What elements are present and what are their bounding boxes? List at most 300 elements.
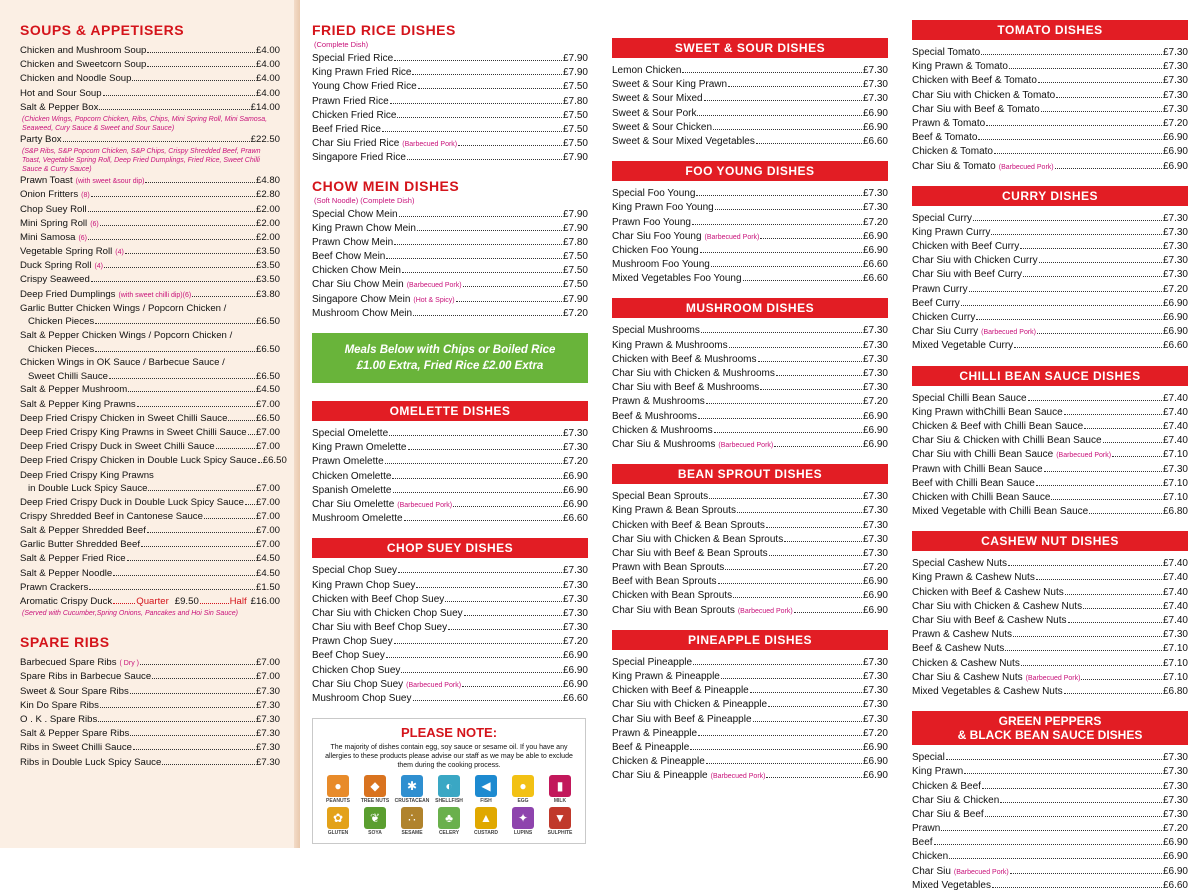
allergen [542, 807, 579, 836]
item-price: £7.30 [862, 188, 888, 200]
dot-leader [737, 512, 862, 513]
item-price: £7.00 [255, 657, 280, 669]
item-name: Special [912, 752, 945, 764]
item-name: Special Chow Mein [312, 208, 398, 220]
item-price: £6.90 [1162, 851, 1188, 863]
item-name: Char Siu with Chicken Chop Suey [312, 607, 463, 619]
item-note: (Barbecued Pork) [402, 141, 458, 149]
item-price: £6.90 [862, 590, 888, 602]
item-name: Salt & Pepper Noodle [20, 567, 113, 579]
items-curry [912, 212, 1188, 354]
menu-item [612, 78, 888, 92]
item-price: £4.00 [255, 87, 280, 99]
menu-item [20, 496, 280, 510]
menu-item [612, 604, 888, 618]
item-name: Char Siu & Chicken [912, 794, 1000, 806]
allergen [505, 775, 542, 804]
item-name-line2 [20, 370, 280, 384]
item-name: King Prawn Omelette [312, 442, 407, 454]
item-name: Mushroom Foo Young [612, 259, 710, 271]
mustard-icon: ▲ [475, 807, 497, 829]
dot-leader [95, 351, 255, 352]
item-name: Beef Curry [912, 297, 960, 309]
item-name: Sweet & Sour Mixed Vegetables [612, 135, 755, 147]
dot-leader [1014, 347, 1162, 348]
allergen [542, 775, 579, 804]
item-name: O . K . Spare Ribs [20, 713, 98, 725]
dot-leader [412, 74, 561, 75]
dot-leader [1038, 82, 1162, 83]
item-name-line2 [20, 482, 280, 496]
section-chop-suey [312, 538, 588, 706]
item-name: Mixed Vegetables Foo Young [612, 273, 742, 285]
allergen-label: PEANUTS [326, 798, 350, 805]
menu-item [20, 727, 280, 741]
item-price: £7.10 [1162, 671, 1188, 683]
menu-item [612, 135, 888, 149]
item-name: Chicken with Beef & Pineapple [612, 685, 749, 697]
menu-item [20, 273, 280, 287]
item-price: £4.00 [255, 73, 280, 85]
dot-leader [693, 664, 862, 665]
menu-item [20, 356, 280, 383]
dot-leader [132, 80, 255, 81]
item-price: £7.30 [1162, 103, 1188, 115]
lupin-icon: ✦ [512, 807, 534, 829]
allergen-label: MILK [553, 798, 567, 805]
item-name: Special Omelette [312, 428, 389, 439]
item-name-cont: in Double Luck Spicy Sauce [28, 483, 148, 495]
menu-item [912, 339, 1188, 353]
item-name: Prawn Fried Rice [312, 95, 389, 107]
menu-item [20, 329, 280, 356]
item-name: Prawn Chow Mein [312, 236, 394, 248]
items-chow-mein [312, 208, 588, 322]
items-sweet-sour [612, 64, 888, 149]
dot-leader [1036, 579, 1162, 580]
item-note: (Barbecued Pork) [406, 681, 462, 689]
dot-leader [162, 764, 255, 765]
dot-leader [394, 60, 562, 61]
item-price: £7.10 [1162, 477, 1188, 489]
item-price: £2.00 [255, 231, 280, 243]
item-name: Ribs in Sweet Chilli Sauce [20, 742, 132, 754]
item-price: £7.40 [1162, 558, 1188, 570]
menu-item [612, 381, 888, 395]
dot-leader [1089, 513, 1162, 514]
item-price: £7.40 [1162, 406, 1188, 418]
dot-leader [130, 693, 255, 694]
item-name: Chicken & Tomato [912, 146, 993, 158]
allergen-label: TREE NUTS [360, 798, 390, 805]
dot-leader [99, 109, 249, 110]
menu-item [912, 117, 1188, 131]
dot-leader [982, 788, 1162, 789]
dot-leader [776, 375, 862, 376]
items-chop-suey [312, 564, 588, 706]
item-price: £6.90 [1162, 132, 1188, 144]
menu-item [312, 52, 588, 66]
item-price: £7.20 [862, 216, 888, 228]
column-rice-noodles [312, 0, 588, 848]
item-name: Chicken Wings in OK Sauce / Barbecue Sauce / [20, 357, 225, 369]
menu-item [612, 339, 888, 353]
item-price: £6.90 [562, 470, 588, 482]
menu-item [312, 123, 588, 137]
item-name: Special Cashew Nuts [912, 558, 1008, 570]
item-note: (with sweet chilli dip)(6) [118, 291, 192, 299]
dot-leader [386, 258, 562, 259]
allergen-icons [319, 775, 579, 839]
dot-leader [711, 266, 862, 267]
item-name: Chicken with Bean Sprouts [612, 590, 733, 602]
item-price: £3.50 [255, 260, 280, 272]
item-price: £4.50 [255, 553, 280, 565]
dot-leader [961, 305, 1162, 306]
item-description: (S&P Ribs, S&P Popcorn Chicken, S&P Chips, Crispy Shredded Beef, Prawn Toast, Vegetable Spring Roll, Deep Fried Dumplings, Fried Rice, Sweet Chilli Sauce & Curry Sauce) [22, 148, 261, 174]
item-price: £7.40 [1162, 615, 1188, 626]
menu-item [912, 46, 1188, 60]
item-note: (Barbecued Pork) [704, 233, 760, 241]
item-name: Chicken [912, 851, 949, 863]
item-name: King Prawn & Bean Sprouts [612, 505, 736, 517]
item-price: £6.60 [1162, 879, 1188, 891]
menu-item [312, 692, 588, 706]
menu-item [612, 424, 888, 438]
dot-leader [100, 707, 255, 708]
menu-item [312, 635, 588, 649]
item-price: £7.30 [562, 565, 588, 577]
item-name: Beef & Mushrooms [612, 410, 698, 422]
item-price: £6.50 [255, 316, 280, 328]
dot-leader [715, 209, 862, 210]
menu-item [912, 212, 1188, 226]
allergen-label: FISH [480, 798, 492, 805]
item-price: £7.00 [255, 510, 280, 522]
section-title-tomato: TOMATO DISHES [912, 20, 1188, 40]
item-price: £6.60 [862, 135, 888, 147]
item-price: £3.80 [255, 288, 280, 300]
section-subtitle: (Soft Noodle) (Complete Dish) [314, 195, 415, 205]
item-name: Chicken with Beef Chop Suey [312, 593, 445, 605]
dot-leader [701, 332, 862, 333]
allergen-label: CRUSTACEAN [394, 798, 430, 805]
item-name: Crispy Shredded Beef in Cantonese Sauce [20, 510, 203, 522]
item-name: Char Siu with Chicken & Pineapple [612, 699, 768, 711]
dot-leader [390, 103, 562, 104]
menu-item [612, 490, 888, 504]
menu-item [912, 642, 1188, 656]
item-price: £7.50 [562, 279, 588, 291]
dot-leader [992, 887, 1162, 888]
meals-banner-line2: £1.00 Extra, Fried Rice £2.00 Extra [356, 360, 544, 372]
item-name: Beef [912, 837, 933, 849]
item-price: £6.90 [862, 121, 888, 133]
menu-item [612, 656, 888, 670]
dot-leader [1064, 414, 1162, 415]
section-title-pineapple: PINEAPPLE DISHES [612, 630, 888, 650]
menu-item [312, 250, 588, 264]
item-price: £7.30 [562, 579, 588, 591]
menu-item [312, 470, 588, 484]
menu-item [612, 395, 888, 409]
item-name: Char Siu Omelette [312, 498, 395, 510]
item-name-cont: Sweet Chilli Sauce [28, 370, 108, 382]
dot-leader [766, 777, 861, 778]
item-price: £6.60 [862, 273, 888, 285]
item-name: Char Siu & Pineapple [612, 770, 708, 782]
dot-leader [733, 597, 862, 598]
menu-item [912, 240, 1188, 254]
menu-item [912, 836, 1188, 850]
item-price: £6.60 [562, 693, 588, 704]
item-note: (Barbecued Pork) [953, 868, 1009, 876]
section-title-chop-suey: CHOP SUEY DISHES [312, 538, 588, 558]
dot-leader [994, 153, 1162, 154]
item-name: King Prawn [912, 766, 964, 778]
item-name: Mixed Vegetables & Cashew Nuts [912, 685, 1063, 697]
dot-leader [152, 678, 255, 679]
allergen [394, 775, 431, 804]
items-omelette [312, 427, 588, 526]
section-ribs [20, 634, 280, 770]
item-price: £7.30 [255, 699, 280, 711]
allergen [505, 807, 542, 836]
item-name: Chicken with Beef & Bean Sprouts [612, 519, 765, 531]
tree-nut-icon: ◆ [364, 775, 386, 797]
menu-item [912, 685, 1188, 699]
section-pineapple [612, 630, 888, 784]
items-mushroom [612, 324, 888, 452]
item-price: £4.50 [255, 567, 280, 579]
menu-item [912, 160, 1188, 174]
dot-leader [1023, 276, 1162, 277]
item-name: Special Foo Young [612, 188, 696, 200]
dot-leader [464, 615, 562, 616]
item-price: £6.80 [1162, 685, 1188, 697]
item-name: Char Siu with Beef & Pineapple [612, 713, 752, 725]
menu-item [20, 44, 280, 58]
section-title-cashew: CASHEW NUT DISHES [912, 531, 1188, 551]
item-name: Sweet & Sour Chicken [612, 121, 713, 133]
item-name: Prawn & Pineapple [612, 727, 698, 739]
item-price: £6.50 [255, 370, 280, 382]
item-name: Prawn [912, 823, 941, 835]
items-green-peppers [912, 751, 1188, 893]
section-soups [20, 22, 287, 618]
section-tomato [912, 20, 1188, 174]
menu-item [612, 741, 888, 755]
menu-item [312, 607, 588, 621]
duck-quarter-label: Quarter [136, 596, 169, 607]
dot-leader [718, 583, 862, 584]
item-name: Prawn Crackers [20, 581, 89, 593]
item-name: King Prawn Foo Young [612, 202, 714, 214]
item-price: £7.30 [255, 756, 280, 768]
item-price: £6.90 [1162, 297, 1188, 309]
dot-leader [1008, 565, 1162, 566]
menu-item [312, 649, 588, 663]
dot-leader [728, 86, 862, 87]
menu-item [312, 95, 588, 109]
dot-leader [706, 763, 862, 764]
dot-leader [258, 462, 262, 463]
item-name: Chicken with Beef & Cashew Nuts [912, 586, 1064, 598]
item-price: £7.00 [255, 525, 280, 537]
item-name: Special Chop Suey [312, 565, 398, 577]
item-name: Prawn with Bean Sprouts [612, 562, 725, 574]
menu-item [912, 325, 1188, 339]
green-peppers-title-line1: GREEN PEPPERS [998, 714, 1102, 729]
item-name: Char Siu with Chicken & Cashew Nuts [912, 600, 1083, 612]
dot-leader [768, 706, 862, 707]
items-chilli-bean [912, 392, 1188, 520]
dot-leader [1051, 499, 1162, 500]
dot-leader [1020, 248, 1162, 249]
item-note: ( Dry ) [119, 660, 139, 668]
menu-item [612, 230, 888, 244]
item-price: £7.00 [255, 441, 280, 453]
item-price: £7.00 [255, 671, 280, 683]
item-price: £6.60 [1162, 340, 1188, 352]
crab-icon: ✱ [401, 775, 423, 797]
menu-item [912, 226, 1188, 240]
item-note: (4) [94, 263, 104, 271]
dot-leader [399, 216, 562, 217]
item-name: King Prawn & Cashew Nuts [912, 572, 1035, 584]
menu-item [20, 670, 280, 684]
item-price: £7.30 [255, 685, 280, 697]
menu-item [20, 245, 280, 259]
item-price: £7.40 [1162, 572, 1188, 584]
menu-item [612, 367, 888, 381]
menu-item [20, 756, 280, 770]
dot-leader [204, 518, 255, 519]
dot-leader [248, 434, 255, 435]
menu-item [20, 567, 280, 581]
item-price: £7.80 [562, 236, 588, 248]
menu-item [20, 412, 280, 426]
allergen [320, 775, 357, 804]
soya-icon: ❦ [364, 807, 386, 829]
dot-leader [113, 603, 135, 604]
item-price: £7.30 [1162, 61, 1188, 73]
menu-item [612, 324, 888, 338]
menu-item [312, 236, 588, 250]
item-description: (Chicken Wings, Popcorn Chicken, Ribs, Chips, Mini Spring Roll, Mini Samosa, Seaweed, Cury Sauce & Sweet and Sour Sauce) [22, 115, 268, 132]
item-price: £7.30 [255, 742, 280, 754]
dot-leader [981, 54, 1162, 55]
dot-leader [416, 587, 562, 588]
menu-item [912, 751, 1188, 765]
dot-leader [1009, 68, 1162, 69]
egg-icon: ● [512, 775, 534, 797]
section-title-sweet-sour: SWEET & SOUR DISHES [612, 38, 888, 58]
dot-leader [1064, 693, 1162, 694]
meals-extra-banner [312, 333, 588, 383]
menu-item [912, 808, 1188, 822]
menu-item [612, 504, 888, 518]
item-name: Deep Fried Crispy King Prawns [20, 469, 154, 481]
menu-item [912, 392, 1188, 406]
item-price: £7.30 [255, 713, 280, 725]
dot-leader [127, 560, 255, 561]
item-price: £7.30 [1162, 808, 1188, 820]
menu-item [20, 510, 280, 524]
item-name: Salt & Pepper Mushroom [20, 384, 128, 396]
menu-item [20, 552, 280, 566]
menu-item [612, 670, 888, 684]
item-name: Char Siu Chop Suey [312, 678, 404, 690]
wheat-icon: ✿ [327, 807, 349, 829]
item-name: Char Siu with Chicken & Mushrooms [612, 368, 775, 379]
allergen-label: SHELLFISH [435, 798, 463, 805]
menu-item [20, 398, 280, 412]
menu-item [612, 92, 888, 106]
item-price: £6.90 [1162, 160, 1188, 172]
dot-leader [1112, 456, 1162, 457]
item-price: £6.50 [255, 412, 280, 424]
item-price: £6.90 [862, 741, 888, 753]
menu-item [312, 512, 588, 526]
item-price: £6.90 [862, 438, 888, 450]
item-price: £6.90 [862, 424, 888, 436]
item-price: £7.30 [862, 505, 888, 517]
section-foo-young [612, 161, 888, 286]
menu-item [612, 755, 888, 769]
duck-description: (Served with Cucumber,Spring Onions, Pancakes and Hoi Sin Sauce) [22, 610, 238, 618]
item-name: Special Chilli Bean Sauce [912, 392, 1027, 404]
dot-leader [100, 225, 255, 226]
item-name: Chicken and Mushroom Soup [20, 45, 147, 56]
duck-half-price: £16.00 [250, 596, 280, 607]
item-price: £7.50 [562, 138, 588, 150]
item-price: £7.20 [862, 727, 888, 739]
menu-item [312, 664, 588, 678]
item-name: King Prawn withChilli Bean Sauce [912, 406, 1063, 418]
item-name: Aromatic Crispy Duck [20, 596, 113, 607]
item-price: £7.30 [1162, 269, 1188, 281]
dot-leader [145, 182, 255, 183]
item-name: Special Mushrooms [612, 325, 700, 337]
items-pineapple [612, 656, 888, 784]
item-price: £6.90 [562, 664, 588, 676]
menu-item [312, 593, 588, 607]
item-price: £22.50 [250, 133, 280, 145]
item-name: King Prawn Fried Rice [312, 67, 412, 79]
dot-leader [973, 220, 1162, 221]
item-name: Char Siu Curry [912, 326, 979, 338]
dot-leader [98, 721, 255, 722]
item-price: £7.80 [562, 95, 588, 107]
item-price: £7.30 [862, 368, 888, 379]
item-name: Chicken & Cashew Nuts [912, 657, 1020, 669]
menu-item [312, 151, 588, 165]
menu-item [20, 203, 280, 217]
item-name: Chicken Omelette [312, 470, 392, 482]
menu-item [912, 311, 1188, 325]
item-note: (6) [90, 220, 99, 228]
item-price: £7.00 [255, 539, 280, 551]
item-price: £7.50 [562, 251, 588, 263]
item-name: Beef Chow Mein [312, 251, 386, 263]
item-name: Chicken with Chilli Bean Sauce [912, 491, 1051, 503]
dot-leader [1010, 873, 1162, 874]
dot-leader [103, 95, 255, 96]
item-name: Char Siu with Beef & Tomato [912, 103, 1040, 115]
dot-leader [1044, 471, 1162, 472]
allergen [431, 775, 468, 804]
